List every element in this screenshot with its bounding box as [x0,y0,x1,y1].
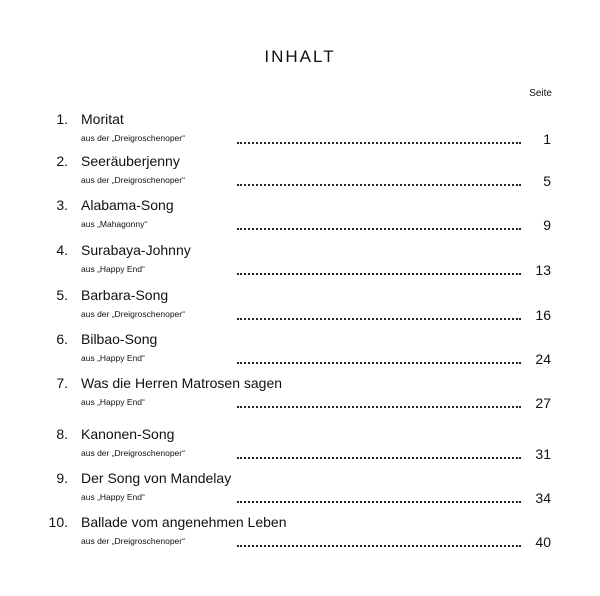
entry-page-number: 16 [535,307,551,323]
entry-source: aus der „Dreigroschenoper“ [81,448,191,458]
entry-page-number: 27 [535,395,551,411]
entry-number: 7. [56,375,68,391]
toc-entry [0,375,600,415]
entry-source-row [81,351,551,367]
entry-number: 9. [56,470,68,486]
toc-entry [0,287,600,327]
entry-source-row [81,446,551,462]
entry-page-number: 31 [535,446,551,462]
entry-page-number: 40 [535,534,551,550]
entry-page-number: 1 [543,131,551,147]
entry-title: Barbara-Song [81,287,169,303]
entry-source-row [81,395,551,411]
entry-number: 1. [56,111,68,127]
toc-entry [0,111,600,151]
entry-source-row [81,490,551,506]
entry-number: 2. [56,153,68,169]
dot-leader [237,533,521,547]
entry-page-number: 24 [535,351,551,367]
entry-title: Bilbao-Song [81,331,158,347]
dot-leader [237,350,521,364]
entry-source-row [81,262,551,278]
entry-number: 6. [56,331,68,347]
entry-number: 3. [56,197,68,213]
entry-number: 8. [56,426,68,442]
toc-entry [0,426,600,466]
dot-leader [237,489,521,503]
entry-source-row [81,307,551,323]
entry-number: 5. [56,287,68,303]
entry-source: aus „Happy End“ [81,492,151,502]
entry-title: Alabama-Song [81,197,174,213]
toc-entry [0,331,600,371]
entry-title: Kanonen-Song [81,426,175,442]
dot-leader [237,306,521,320]
entry-source: aus der „Dreigroschenoper“ [81,133,191,143]
entry-number: 4. [56,242,68,258]
entry-title: Surabaya-Johnny [81,242,191,258]
entry-source: aus der „Dreigroschenoper“ [81,536,191,546]
page-column-label: Seite [529,88,552,99]
entry-source: aus „Mahagonny“ [81,219,153,229]
dot-leader [237,216,521,230]
dot-leader [237,130,521,144]
entry-title: Der Song von Mandelay [81,470,232,486]
entry-source-row [81,173,551,189]
dot-leader [237,445,521,459]
entry-source-row [81,217,551,233]
entry-number: 10. [48,514,68,530]
dot-leader [237,261,521,275]
entry-title: Ballade vom angenehmen Leben [81,514,287,530]
entry-source: aus der „Dreigroschenoper“ [81,309,191,319]
entry-source: aus der „Dreigroschenoper“ [81,175,191,185]
entry-page-number: 34 [535,490,551,506]
entry-title: Seeräuberjenny [81,153,180,169]
entry-page-number: 9 [543,217,551,233]
entry-title: Was die Herren Matrosen sagen [81,375,283,391]
dot-leader [237,394,521,408]
entry-page-number: 13 [535,262,551,278]
dot-leader [237,172,521,186]
entry-source-row [81,131,551,147]
entry-title: Moritat [81,111,124,127]
toc-entry [0,242,600,282]
entry-source: aus „Happy End“ [81,397,151,407]
toc-entry [0,153,600,193]
entry-page-number: 5 [543,173,551,189]
entry-source: aus „Happy End“ [81,353,151,363]
toc-entry [0,514,600,554]
entry-source-row [81,534,551,550]
entry-source: aus „Happy End“ [81,264,151,274]
page-title: INHALT [264,47,336,66]
toc-entry [0,197,600,237]
toc-entry [0,470,600,510]
